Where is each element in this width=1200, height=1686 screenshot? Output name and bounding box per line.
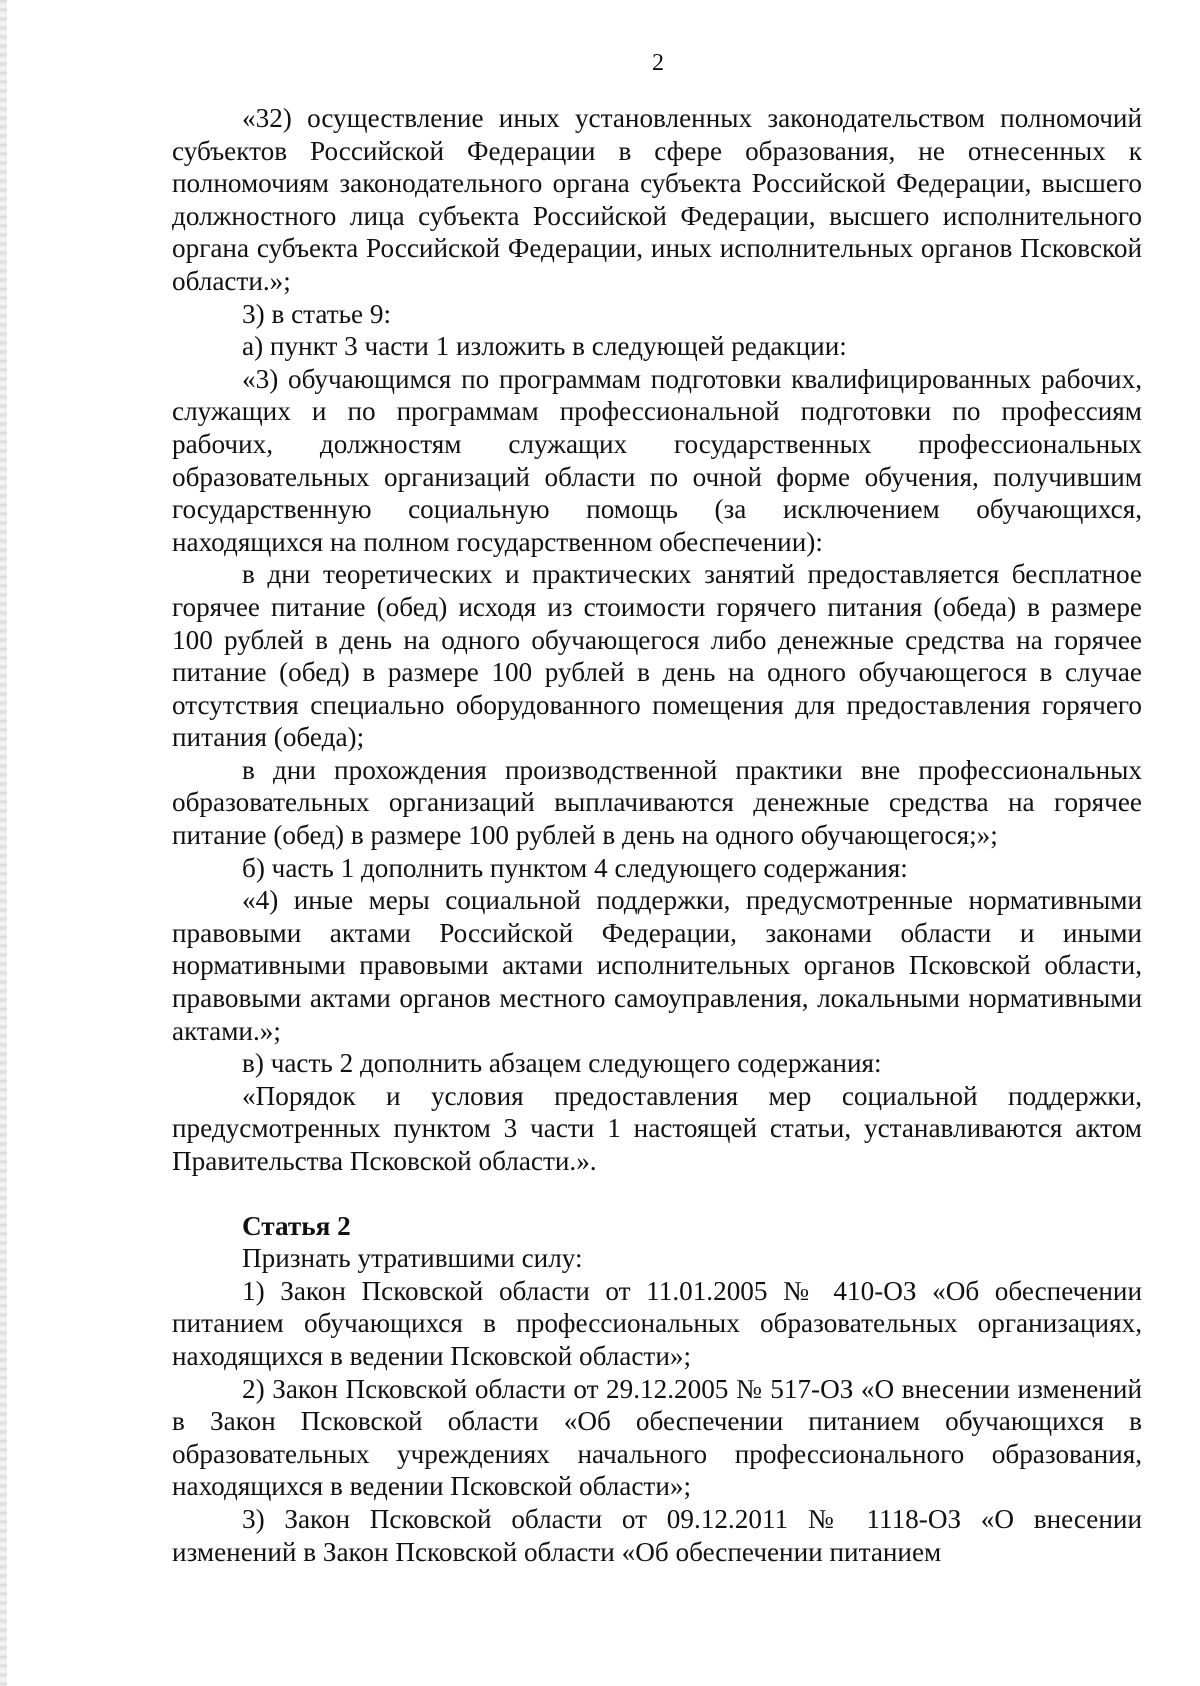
paragraph: 3) в статье 9: — [242, 298, 392, 329]
paragraph: «4) иные меры социальной поддержки, предусмотренные нормативными правовыми актами Российской Федерации, законами области и иными нормативными правовыми актами исполнительных органов Псковской области, правовыми актами органов местного самоуправления, локальными нормативными актами.»; — [172, 885, 1142, 1046]
article-heading: Статья 2 — [242, 1210, 351, 1241]
paragraph: б) часть 1 дополнить пунктом 4 следующего содержания: — [242, 852, 908, 883]
paragraph: в дни прохождения производственной практики вне профессиональных образовательных организаций выплачиваются денежные средства на горячее питание (обед) в размере 100 рублей в день на одного обучающегося;»; — [172, 754, 1142, 851]
paragraph: в дни теоретических и практических занятий предоставляется бесплатное горячее питание (обед) исходя из стоимости горячего питания (обеда) в размере 100 рублей в день на одного обучающегося либо денежные средства на горячее питание (обед) в размере 100 рублей в день на одного обучающегося в случае отсутствия специально оборудованного помещения для предоставления горячего питания (обеда); — [172, 559, 1142, 753]
page-number: 2 — [652, 50, 664, 76]
paragraph: «3) обучающимся по программам подготовки квалифицированных рабочих, служащих и по программам профессиональной подготовки по профессиям рабочих, должностям служащих государственных профессиональных образовательных организаций области по очной форме обучения, получившим государственную социальную помощь (за исключением обучающихся, находящихся на полном государственном обеспечении): — [172, 363, 1142, 557]
paragraph: в) часть 2 дополнить абзацем следующего содержания: — [242, 1048, 882, 1079]
paragraph: а) пункт 3 части 1 изложить в следующей редакции: — [242, 331, 847, 362]
paragraph: Признать утратившими силу: — [242, 1243, 583, 1274]
paragraph: 1) Закон Псковской области от 11.01.2005 № 410-ОЗ «Об обеспечении питанием обучающихся в профессиональных образовательных организациях, находящихся в ведении Псковской области»; — [172, 1275, 1142, 1371]
document-body — [172, 102, 1142, 1568]
paragraph: «Порядок и условия предоставления мер социальной поддержки, предусмотренных пунктом 3 части 1 настоящей статьи, устанавливаются актом Правительства Псковской области.». — [172, 1080, 1142, 1176]
scan-edge — [0, 0, 7, 1686]
paragraph: «32) осуществление иных установленных законодательством полномочий субъектов Российской Федерации в сфере образования, не отнесенных к полномочиям законодательного органа субъекта Российской Федерации, высшего должностного лица субъекта Российской Федерации, высшего исполнительного органа субъекта Российской Федерации, иных исполнительных органов Псковской области.»; — [172, 103, 1142, 296]
paragraph: 2) Закон Псковской области от 29.12.2005 № 517-ОЗ «О внесении изменений в Закон Псковской области «Об обеспечении питанием обучающихся в образовательных учреждениях начального профессионального образования, находящихся в ведении Псковской области»; — [172, 1373, 1142, 1502]
paragraph: 3) Закон Псковской области от 09.12.2011 № 1118-ОЗ «О внесении изменений в Закон Псковской области «Об обеспечении питанием — [172, 1503, 1142, 1567]
